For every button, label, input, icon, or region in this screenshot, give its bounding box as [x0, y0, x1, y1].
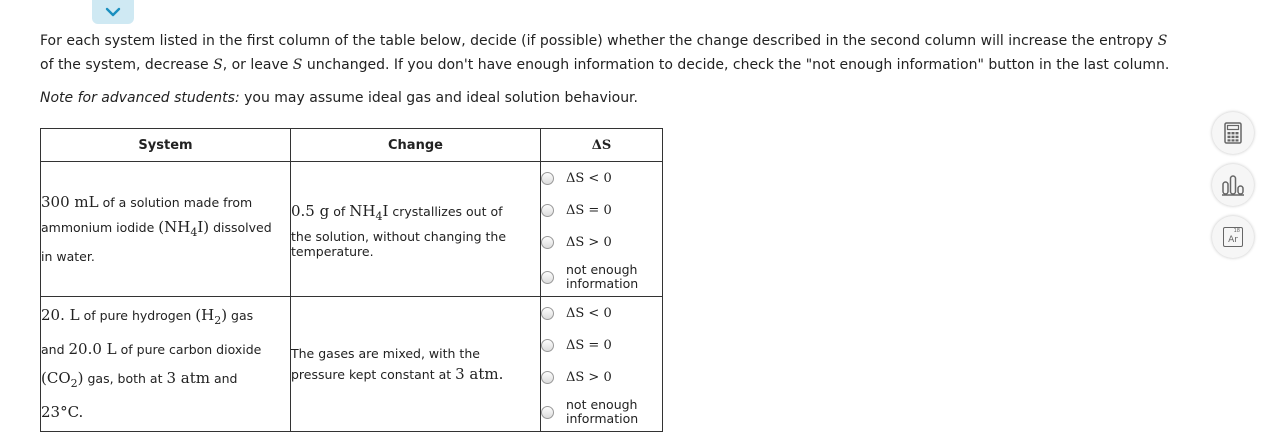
- text: and: [41, 342, 69, 357]
- subscript: 4: [190, 225, 198, 239]
- quantity: 300 mL: [41, 192, 99, 211]
- option-decrease[interactable]: [541, 297, 662, 329]
- option-label: ΔS = 0: [566, 202, 612, 218]
- data-chart-button[interactable]: [1212, 164, 1254, 206]
- instructions-line-1: For each system listed in the first column of the table below, decide (if possible) whether the change described in the second column will increase the entropy: [40, 33, 1158, 49]
- instructions: [40, 29, 1220, 77]
- entropy-symbol: S: [292, 57, 303, 73]
- quantity: 23°C.: [41, 403, 84, 421]
- radio-button[interactable]: [541, 406, 554, 419]
- note-emphasis: Note for advanced students:: [40, 90, 240, 106]
- option-label: ΔS < 0: [566, 170, 612, 186]
- option-label: [566, 398, 646, 426]
- option-increase[interactable]: [541, 226, 662, 258]
- text: The gases are mixed, with the: [291, 346, 480, 361]
- subscript: 2: [70, 377, 78, 390]
- radio-button[interactable]: [541, 371, 554, 384]
- subscript: 4: [375, 210, 383, 223]
- text: gas: [227, 308, 254, 323]
- text: of pure hydrogen: [79, 308, 196, 323]
- option-label-line: information: [566, 411, 639, 426]
- formula: [195, 306, 228, 327]
- text: and: [209, 371, 238, 386]
- row1-system: [41, 162, 291, 297]
- option-increase[interactable]: [541, 361, 662, 393]
- periodic-table-icon: [1223, 227, 1243, 247]
- calculator-icon: [1224, 122, 1242, 144]
- table-row: [41, 297, 663, 432]
- quantity: 20.0 L: [68, 340, 117, 358]
- radio-button[interactable]: [541, 271, 554, 284]
- periodic-table-button[interactable]: [1212, 216, 1254, 258]
- formula-part: (H: [195, 306, 215, 324]
- option-label-line: not enough: [566, 397, 638, 412]
- header-delta-s: ΔS: [541, 129, 663, 162]
- row2-change: [291, 297, 541, 432]
- text: dissolved: [209, 219, 272, 235]
- instructions-line-2c: unchanged. If you don't have enough information to decide, check the "not enough information" button in the last column.: [302, 57, 1170, 73]
- quantity: 3 atm: [166, 369, 210, 387]
- row1-options: [541, 162, 663, 297]
- text: of a solution made from: [98, 194, 253, 210]
- collapse-toggle-button[interactable]: [92, 0, 134, 24]
- chevron-down-icon: [105, 7, 121, 17]
- periodic-table-number: 18: [1233, 228, 1240, 234]
- formula-part: NH: [349, 202, 376, 220]
- option-label: ΔS = 0: [566, 337, 612, 353]
- formula-part: I: [382, 202, 389, 220]
- entropy-table: [40, 128, 663, 432]
- row1-change: [291, 162, 541, 297]
- periodic-table-symbol: Ar: [1228, 235, 1238, 245]
- formula-part: (NH: [158, 217, 191, 236]
- tool-sidebar: [1212, 112, 1254, 268]
- formula-part: (CO: [41, 369, 71, 387]
- formula: [41, 369, 84, 390]
- formula-part: ): [221, 306, 228, 324]
- option-unchanged[interactable]: [541, 194, 662, 226]
- text: of: [329, 204, 350, 219]
- formula-part: ): [77, 369, 84, 387]
- text: in water.: [41, 248, 95, 264]
- formula-part: I): [197, 217, 210, 236]
- entropy-symbol: S: [1157, 33, 1168, 49]
- table-row: [41, 162, 663, 297]
- option-unchanged[interactable]: [541, 329, 662, 361]
- formula: [349, 202, 389, 223]
- quantity: 0.5 g: [291, 202, 330, 220]
- option-decrease[interactable]: [541, 162, 662, 194]
- radio-button[interactable]: [541, 172, 554, 185]
- option-label-line: information: [566, 276, 639, 291]
- text: pressure kept constant at: [291, 367, 456, 382]
- radio-button[interactable]: [541, 307, 554, 320]
- bar-chart-icon: [1221, 174, 1245, 196]
- instructions-line-2a: of the system, decrease: [40, 57, 214, 73]
- text: crystallizes out of: [388, 204, 503, 219]
- table-header-row: [41, 129, 663, 162]
- option-not-enough-info[interactable]: [541, 258, 662, 296]
- quantity: 3 atm.: [455, 365, 504, 383]
- text: of pure carbon dioxide: [116, 342, 262, 357]
- row2-options: [541, 297, 663, 432]
- option-label: ΔS < 0: [566, 305, 612, 321]
- calculator-button[interactable]: [1212, 112, 1254, 154]
- option-label: [566, 263, 646, 291]
- option-label: ΔS > 0: [566, 234, 612, 250]
- option-not-enough-info[interactable]: [541, 393, 662, 431]
- text: gas, both at: [83, 371, 167, 386]
- radio-button[interactable]: [541, 236, 554, 249]
- formula: [158, 217, 210, 239]
- row2-system: [41, 297, 291, 432]
- note-text: you may assume ideal gas and ideal solution behaviour.: [239, 90, 638, 106]
- entropy-symbol: S: [213, 57, 223, 73]
- header-system: System: [41, 129, 291, 162]
- text: the solution, without changing the temperature.: [291, 229, 507, 259]
- radio-button[interactable]: [541, 339, 554, 352]
- header-change: Change: [291, 129, 541, 162]
- subscript: 2: [214, 314, 222, 327]
- quantity: 20. L: [41, 306, 80, 324]
- instructions-line-2b: , or leave: [222, 57, 293, 73]
- text: ammonium iodide: [41, 219, 159, 235]
- advanced-note: [40, 88, 638, 108]
- option-label: ΔS > 0: [566, 369, 612, 385]
- radio-button[interactable]: [541, 204, 554, 217]
- option-label-line: not enough: [566, 262, 638, 277]
